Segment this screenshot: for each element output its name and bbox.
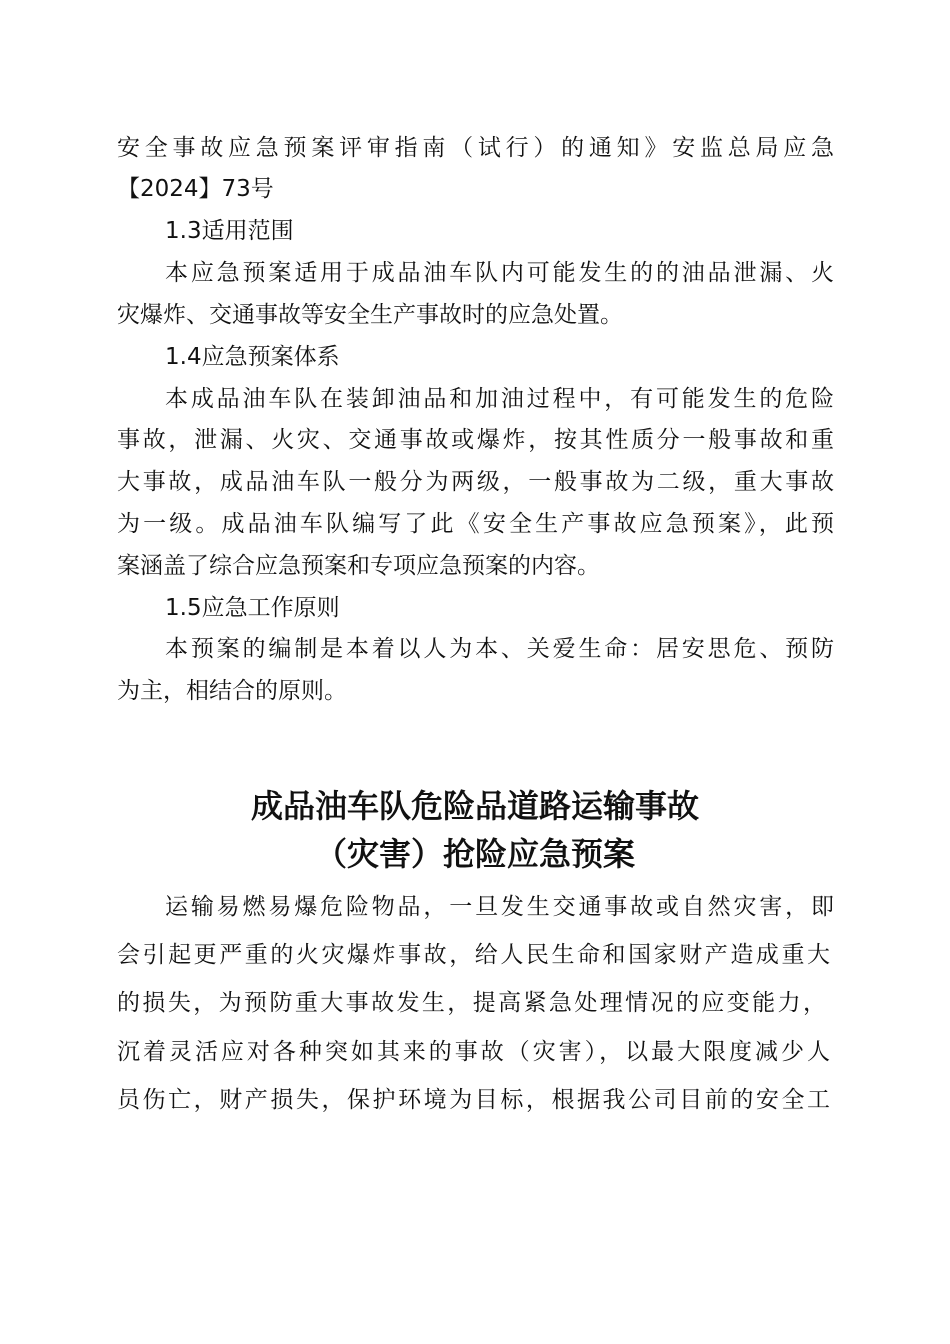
section-heading: 1.5应急工作原则 — [165, 595, 340, 621]
text-line: 安全事故应急预案评审指南（试行）的通知》安监总局应急 — [117, 135, 834, 161]
document-title-line-2: （灾害）抢险应急预案 — [314, 835, 635, 873]
section-heading: 1.4应急预案体系 — [165, 344, 340, 370]
text-line: 会引起更严重的火灾爆炸事故，给人民生命和国家财产造成重大 — [117, 942, 830, 968]
text-line: 【2024】73号 — [117, 176, 274, 202]
text-line: 运输易燃易爆危险物品，一旦发生交通事故或自然灾害，即 — [165, 894, 834, 920]
text-line: 事故，泄漏、火灾、交通事故或爆炸，按其性质分一般事故和重 — [117, 427, 834, 453]
text-line: 员伤亡，财产损失，保护环境为目标，根据我公司目前的安全工 — [117, 1087, 830, 1113]
text-line: 的损失，为预防重大事故发生，提高紧急处理情况的应变能力， — [117, 990, 826, 1016]
document-title-line-1: 成品油车队危险品道路运输事故 — [250, 787, 699, 825]
text-line: 为一级。成品油车队编写了此《安全生产事故应急预案》，此预 — [117, 511, 834, 537]
text-line: 本应急预案适用于成品油车队内可能发生的的油品泄漏、火 — [165, 260, 834, 286]
text-line: 为主，相结合的原则。 — [117, 678, 347, 704]
text-line: 灾爆炸、交通事故等安全生产事故时的应急处置。 — [117, 302, 623, 328]
text-line: 本成品油车队在装卸油品和加油过程中，有可能发生的危险 — [165, 386, 834, 412]
section-heading: 1.3适用范围 — [165, 218, 294, 244]
text-line: 本预案的编制是本着以人为本、关爱生命：居安思危、预防 — [165, 636, 834, 662]
text-line: 案涵盖了综合应急预案和专项应急预案的内容。 — [117, 553, 600, 579]
text-line: 大事故，成品油车队一般分为两级，一般事故为二级，重大事故 — [117, 469, 834, 495]
text-line: 沉着灵活应对各种突如其来的事故（灾害），以最大限度减少人 — [117, 1039, 830, 1065]
